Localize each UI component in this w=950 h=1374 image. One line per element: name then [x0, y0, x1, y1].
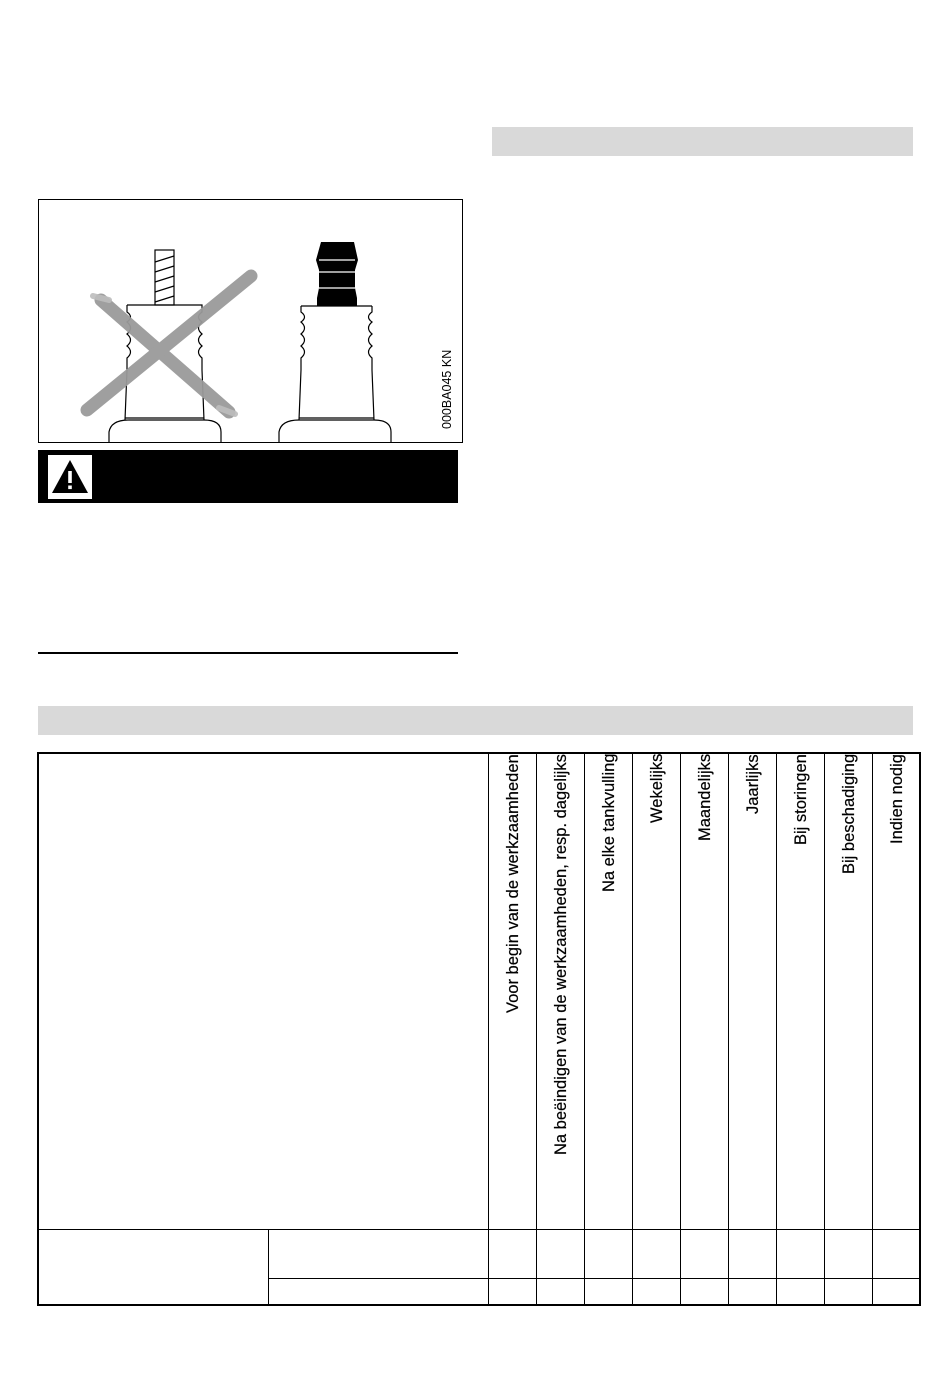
- column-header: Bij storingen: [792, 754, 810, 845]
- column-header: Indien nodig: [888, 754, 906, 844]
- maintenance-heading-bar: [38, 706, 913, 735]
- column-header: Jaarlijks: [744, 754, 762, 814]
- section-divider: [38, 652, 458, 654]
- figure-code: 000BA045 KN: [440, 350, 454, 430]
- column-header: Na beëindigen van de werkzaamheden, resp. dagelijks: [552, 754, 570, 1155]
- spark-plug-figure: [38, 199, 463, 443]
- warning-triangle-icon: [48, 455, 92, 499]
- column-header: Voor begin van de werkzaamheden: [504, 754, 522, 1013]
- column-header: Maandelijks: [696, 754, 714, 842]
- section-heading-bar: [492, 127, 913, 156]
- warning-header: [38, 450, 458, 503]
- column-header: Wekelijks: [648, 754, 666, 824]
- maintenance-table: [37, 752, 921, 1306]
- column-header: Na elke tankvulling: [600, 754, 618, 893]
- spark-plug-illustration: [39, 200, 464, 444]
- column-header: Bij beschadiging: [840, 754, 858, 875]
